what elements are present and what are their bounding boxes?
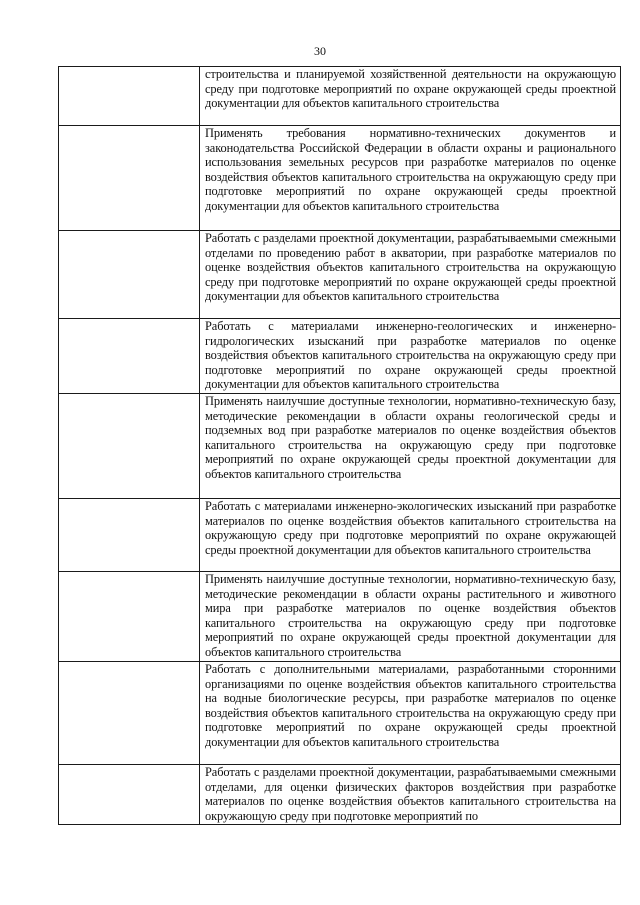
table-row bbox=[59, 67, 621, 126]
table-row bbox=[59, 499, 621, 572]
table-cell-empty bbox=[59, 662, 200, 765]
page-number: 30 bbox=[314, 44, 326, 58]
cell-text: Работать с материалами инженерно-геологических и инженерно-гидрологических изысканий при разработке материалов по оценке воздействия объектов капитального строительства на окружающую среду при подготовке мероприятий по охране окружающей среды проектной документации для объектов капитального строительства bbox=[205, 319, 616, 392]
table-cell-empty bbox=[59, 67, 200, 126]
table-cell bbox=[200, 67, 621, 126]
cell-text: Применять наилучшие доступные технологии, нормативно-техническую базу, методические рекомендации в области охраны растительного и животного мира при разработке материалов по оценке воздействия объектов капитального строительства на окружающую среду при подготовке мероприятий по охране окружающей среды проектной документации для объектов капитального строительства bbox=[205, 572, 616, 659]
table-row bbox=[59, 765, 621, 825]
table-cell-empty bbox=[59, 319, 200, 394]
table-cell bbox=[200, 662, 621, 765]
cell-text: Применять требования нормативно-технических документов и законодательства Российской Федерации в области охраны и рационального использования земельных ресурсов при разработке материалов по оценке воздействия объектов капитального строительства на окружающую среду при подготовке мероприятий по охране окружающей среды проектной документации для объектов капитального строительства bbox=[205, 126, 616, 213]
cell-text: Работать с дополнительными материалами, разработанными сторонними организациями по оценке воздействия объектов капитального строительства на водные биологические ресурсы, при разработке материалов по оценке воздействия объектов капитального строительства на окружающую среду при подготовке мероприятий по охране окружающей среды проектной документации для объектов капитального строительства bbox=[205, 662, 616, 749]
table-cell-empty bbox=[59, 126, 200, 231]
table-cell-empty bbox=[59, 394, 200, 499]
table-row bbox=[59, 231, 621, 319]
table-cell-empty bbox=[59, 499, 200, 572]
table-row bbox=[59, 572, 621, 662]
table-cell-empty bbox=[59, 572, 200, 662]
cell-text: Применять наилучшие доступные технологии, нормативно-техническую базу, методические рекомендации в области охраны геологической среды и подземных вод при разработке материалов по оценке воздействия объектов капитального строительства на окружающую среду при подготовке мероприятий по охране окружающей среды проектной документации для объектов капитального строительства bbox=[205, 394, 616, 481]
table-cell bbox=[200, 572, 621, 662]
cell-text: Работать с материалами инженерно-экологических изысканий при разработке материалов по оценке воздействия объектов капитального строительства на окружающую среду при подготовке мероприятий по охране окружающей среды проектной документации для объектов капитального строительства bbox=[205, 499, 616, 557]
cell-text: Работать с разделами проектной документации, разрабатываемыми смежными отделами, для оценки физических факторов воздействия при разработке материалов по оценке воздействия объектов капитального строительства на окружающую среду при подготовке мероприятий по bbox=[205, 765, 616, 823]
skills-table bbox=[58, 66, 621, 825]
table-cell bbox=[200, 499, 621, 572]
table-cell bbox=[200, 231, 621, 319]
cell-text: Работать с разделами проектной документации, разрабатываемыми смежными отделами по проведению работ в акватории, при разработке материалов по оценке воздействия объектов капитального строительства на окружающую среду при подготовке мероприятий по охране окружающей среды проектной документации для объектов капитального строительства bbox=[205, 231, 616, 304]
table-row bbox=[59, 394, 621, 499]
table-row bbox=[59, 126, 621, 231]
cell-text: строительства и планируемой хозяйственной деятельности на окружающую среду при подготовке мероприятий по охране окружающей среды проектной документации для объектов капитального строительства bbox=[205, 67, 616, 111]
table-cell bbox=[200, 394, 621, 499]
table-row bbox=[59, 319, 621, 394]
table-cell bbox=[200, 319, 621, 394]
table-cell-empty bbox=[59, 765, 200, 825]
table-cell bbox=[200, 765, 621, 825]
table-cell-empty bbox=[59, 231, 200, 319]
table-cell bbox=[200, 126, 621, 231]
table-row bbox=[59, 662, 621, 765]
